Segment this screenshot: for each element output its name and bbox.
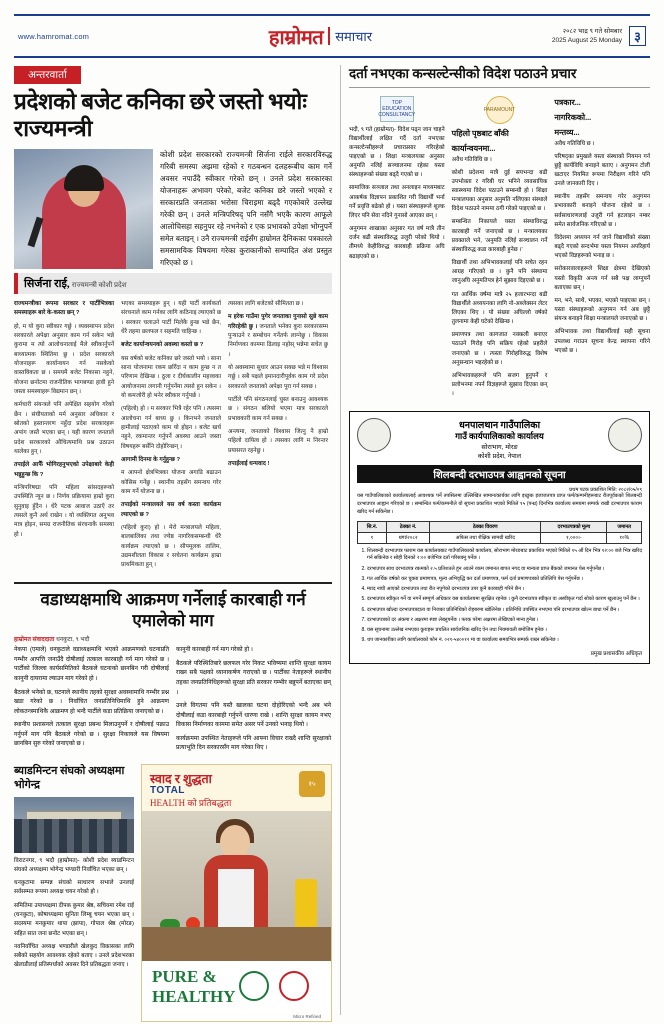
- paragraph: यो अवस्थामा सुधार आउन सक्छ भन्ने म विश्वास गर्छु । सबै पक्षले इमानदारीपूर्वक काम गरे प्रदेश सरकारले जनताको अपेक्षा पूरा गर्न सक्छ ।: [228, 365, 328, 390]
- paragraph: कानुनी कारबाही गर्न माग गरेको हो ।: [176, 647, 253, 654]
- paragraph: सम्बन्धित निकायले यस्ता संस्थाविरुद्ध कारबाही गर्ने जनाएको छ । मन्त्रालयका प्रवक्ताले भने, 'अनुमति नलिई सञ्चालन गर्ने संस्थाविरुद्ध कडा कारबाही हुनेछ ।': [451, 219, 548, 253]
- date-nepali: २०८२ भाद्र ९ गते सोमबार: [562, 27, 622, 35]
- paragraph: स्थानीय प्रशासनले तत्काल सुरक्षा प्रबन्ध मिलाउनुपर्ने र दोषीलाई पक्राउ गर्नुपर्ने माग पनि बैठकले गरेको छ । सुरक्षा निकायले यस विषयमा छानबिन सुरु गरेको जनाएको छ ।: [14, 722, 169, 748]
- interview-col-1: [14, 300, 114, 575]
- notice-term: 9. थप जानकारीका लागि कार्यालयको फोन नं. ०२१-५४००१२ मा वा कार्यालय समयभित्र सम्पर्क राख्न सकिनेछ ।: [367, 637, 642, 645]
- org-line-4: कोशी प्रदेश, नेपाल: [477, 453, 522, 461]
- notice-term: 8. यस सूचनामा उल्लेख नभएका कुराहरू प्रचलित सार्वजनिक खरिद ऐन तथा नियमावली बमोजिम हुनेछ ।: [367, 627, 642, 635]
- notice-term: 6. दरभाउपत्र खोल्दा दरभाउपत्रदाता वा निजका प्रतिनिधिको रोहबरमा खोलिनेछ । प्रतिनिधि उपस्थित नभएमा पनि दरभाउपत्र खोल्न बाधा पर्ने छैन ।: [367, 607, 642, 615]
- th-deposit: जमानत: [607, 521, 642, 532]
- divider-rule: [14, 582, 332, 584]
- date-english: 2025 August 25 Monday: [551, 37, 622, 44]
- org-line-3: सोराभाग, मोरङ: [481, 444, 518, 452]
- ad-header: [142, 765, 331, 811]
- interview-lead-text: कोशी प्रदेश सरकारको राज्यमन्त्री सिर्जना राईले सरकारविरुद्ध गरिबी समस्या अझमा रहेको र गठबन्धन दलहरूबीच काम गर्ने अवसर नपाउँदै स्वीकार गरेको छन् । उनले प्रदेश सरकारका योजनाहरू अभावग परेको, बजेट कनिका छरे जस्तो भएको र सरकारप्रति जनताका भरोसा चिराइमा बढ्दै गएकोबारे उल्लेख गरेकी छन् । उनले मन्त्रिपरिषद् पनि नसँगै भएकै कारण आफूले आलोचिसहा सहनुपर रहे नभनेको र एक प्रभावको उपेक्षा भोग्नुपर्ने समेत बताइन् । उनै राज्यमन्त्री राईसँग हाम्रोमत दैनिकका पत्रकारले समसामयिक विषयमा गरेका कुराकानीको सम्पादित अंश प्रस्तुत गरिएको छ ।: [160, 150, 332, 267]
- story3-headline[interactable]: ब्याडमिन्टन संघको अध्यक्षमा भोगेन्द्र: [14, 765, 125, 792]
- ad-photo: [142, 811, 331, 961]
- ad-title-nepali: स्वाद र शुद्धता: [150, 772, 212, 787]
- paragraph: अभिभावकहरूले पनि सजग हुनुपर्ने र प्रलोभनमा नपर्न विज्ञहरूले सुझाव दिएका छन् ।: [451, 372, 548, 398]
- paragraph: तपाईंले आफैँ भोगिरहनुभएको उपेक्षाबारे केही भन्नुहुन्छ कि ?: [14, 462, 114, 478]
- right-col-3-text: [554, 140, 650, 356]
- paragraph: गत आर्थिक वर्षमा मात्रै २५ हजारभन्दा बढी विद्यार्थीले अध्ययनका लागि नो-अब्जेक्सन लेटर लिएका थिए । यो संख्या अघिल्लो वर्षको तुलनामा केही घटेको देखिन्छ ।: [451, 291, 548, 326]
- td-description: अफिस तथा शैक्षिक सामग्री खरिद: [430, 532, 541, 543]
- paragraph: सामाजिक सञ्जाल तथा अनलाइन माध्यमबाट आकर्षक विज्ञापन प्रकाशित गरी विद्यार्थी भर्ना गर्ने प्रवृत्ति बढेको हो । यस्ता संस्थाहरूले शुल्क लिएर पनि सेवा नदिने गुनासो आएका छन् ।: [349, 185, 445, 219]
- subhead-citizen: नागरिकको...: [554, 112, 592, 122]
- paragraph: अभिभावक तथा विद्यार्थीलाई सही सूचना उपलब्ध गराउन सूचना केन्द्र स्थापना गरिने भएको छ ।: [554, 329, 651, 354]
- subhead-journalist: पत्रकार...: [554, 97, 581, 107]
- interview-col-3: [228, 300, 328, 575]
- th-description: ठेक्का विवरण: [430, 521, 541, 532]
- notice-intro: यस गाउँपालिकाको कार्यालयलाई आवश्यक पर्ने तपसिलमा उल्लिखित सामान/कार्यका लागि इच्छुक इजाजतपत्र प्राप्त फर्म/कम्पनीहरूबाट रीतपूर्वकको शिलबन्दी दरभाउपत्र आह्वान गरिएको छ । सम्बन्धित फर्म/कम्पनीले यो सूचना प्रकाशित भएको मितिले १५ (पन्ध्र) दिनभित्र कार्यालय समयमा सम्पर्क राखी दरभाउपत्र फाराम खरिद गर्न सकिनेछ ।: [357, 493, 642, 515]
- paragraph: तपाईंको मन्त्रालयले यस वर्ष कस्ता कार्यक्रम ल्याएको छ ?: [121, 502, 221, 518]
- ad-tagline-2: HEALTHY: [152, 987, 236, 1007]
- logo-main-text: हाम्रोमत: [268, 26, 324, 49]
- paragraph: कर्मचारी संयन्त्रले पनि अपेक्षित सहयोग गरेको छैन । संघीयताको मर्म अनुसार अधिकार र स्रोतको हस्तान्तरण नहुँदा प्रदेश सरकारहरू अपांग जस्तै भएका छन् । यही कारण जनताले प्रदेश सरकारको औचित्यमाथि प्रश्न उठाउन थालेका हुन् ।: [14, 402, 114, 456]
- paragraph: यस वर्षको बजेट कनिका छरे जस्तो भयो । साना साना योजनामा रकम छरिँदा न काम हुन्छ न त परिणाम देखिन्छ । ठूला र दीर्घकालीन महत्त्वका आयोजनामा लगानी गर्नुपर्नेमा त्यसो हुन सकेन । यो कमजोरी हो भनेर स्वीकार गर्नुपर्छ ।: [121, 355, 221, 400]
- caption-role: राज्यमन्त्री कोशी प्रदेश: [71, 281, 127, 290]
- org-line-2: गाउँ कार्यपालिकाको कार्यालय: [455, 431, 544, 442]
- notice-table: [357, 521, 642, 544]
- palika-logo-icon: [608, 418, 642, 452]
- paragraph: उनले विगतमा पनि यस्तै खालका घटना दोहोरिएको भन्दै अब भने दोषीलाई कडा कारबाही गर्नुपर्ने धारणा राखे । शान्ति सुरक्षा कायम नभए विकास निर्माणका काममा समेत असर पर्ने उनको भनाइ थियो ।: [176, 703, 331, 729]
- paragraph: मन, भने, साथै, भएका, भएको पाइएका छन् । यस्ता संस्थाहरूको अनुगमन गर्न अब छुट्टै संयन्त्र बनाइने शिक्षा मन्त्रालयले जनाएको छ ।: [554, 297, 651, 323]
- section-tag-interview: अन्तरवार्ता: [14, 66, 81, 84]
- paragraph: राज्यमन्त्रीका रूपमा सरकार र पार्टीभित्रका समस्याहरू बारे के-कस्ता छन् ?: [14, 301, 114, 317]
- notice-header: [357, 418, 642, 460]
- story2-headline[interactable]: वडाध्यक्षमाथि आक्रमण गर्नेलाई कारबाही गर्न एमालेको माग: [40, 589, 306, 630]
- paragraph: विदेशमा अध्ययन गर्न जाने विद्यार्थीको संख्या बढ्दै गएको सन्दर्भमा यस्ता नियमन अपरिहार्य भएको विज्ञहरूको भनाइ छ ।: [554, 234, 651, 260]
- paragraph: बैठकले भनेको छ, घटनाले स्थानीय तहको सुरक्षा अवस्थामाथि गम्भीर प्रश्न खडा गरेको छ । निर्वाचित जनप्रतिनिधिमाथि हुने आक्रमण लोकतन्त्रमाथिकै आक्रमण हो भन्दै पार्टीले कडा प्रतिक्रिया जनाएको छ ।: [14, 689, 169, 715]
- paragraph: सरोकारवालाहरूले शिक्षा क्षेत्रमा देखिएको यस्तो विकृति अन्त्य गर्न सबै पक्ष लाग्नुपर्ने बताएका छन् ।: [554, 266, 651, 291]
- public-notice: [349, 411, 650, 664]
- subhead-first: पहिलो पृष्ठबाट बाँकी: [451, 128, 509, 138]
- interview-headline[interactable]: प्रदेशको बजेट कनिका छरे जस्तो भयोः राज्यमन्त्री: [14, 89, 307, 141]
- page-number: ३: [629, 26, 646, 46]
- paragraph: कोशी प्रदेशमा मात्रै दुई सयभन्दा बढी उपभोक्ता र गरिबी घर भनिने व्यवसायिक स्वास्थ्यमा विदेश पठाउने सम्बन्धी हो । शिक्षा मन्त्रालयका अनुसार अनुमति नलिएका संस्थाले विदेश पठाउने नाममा ठगी गरेको पाइएको छ ।: [451, 169, 548, 213]
- ad-badge: १५: [299, 771, 325, 797]
- paragraph: म हरेक गाउँमा पुगेर जनताका गुनासो सुन्ने काम गरिरहेकी छु । जनताले भनेका कुरा सरकारसम्म पुर्‍याउने र सम्बोधन गर्नेतर्फ लाग्नेछु । विकास निर्माणका काममा ढिलाइ नहोस् भन्नेमा सचेत छु ।: [228, 314, 328, 358]
- td-deposit: १०%: [607, 532, 642, 543]
- consultancy-logos-2: [452, 96, 548, 124]
- th-price: दरभाउपत्रको मूल्य: [541, 521, 607, 532]
- td-contract-no: धगा/२०८२: [386, 532, 430, 543]
- notice-org: [391, 418, 608, 460]
- story3-photo: [14, 797, 134, 853]
- logo-sub-text: समाचार: [335, 29, 373, 44]
- issue-dates: [552, 27, 622, 46]
- paragraph: धनकुटामा सम्पन्न संघको साधारण सभाले उनलाई सर्वसम्मत रूपमा अध्यक्ष चयन गरेको हो ।: [14, 880, 134, 896]
- ad-brand: TOTAL: [150, 785, 185, 797]
- story3-text: [14, 857, 134, 971]
- notice-term: 1. शिलबन्दी दरभाउपत्र फाराम यस कार्यालयबाट गाउँपालिकाको कार्यालय, सोराभाग मोरङबाट प्रकाशित भएको मितिले १५ औं दिन भित्र १२:०० बजे भित्र खरिद गर्न सकिनेछ र सोही दिनको २:०० बजेभित्र दर्ता गरिसक्नु पर्नेछ ।: [367, 548, 642, 564]
- paragraph: हो, म यो कुरा स्वीकार गर्छु । व्यवस्थापन प्रदेश सरकारले अपेक्षा अनुसार काम गर्न सकेन भन्ने कुरामा म त्यो आलोचनालाई मैले स्वीकार्नुपर्ने बाध्यात्मक स्थितिमा छु । प्रदेश सरकारले योजनाहरू कार्यान्वयन गर्न नसकेको वास्तविकता छ । समयमै बजेट निकासा नहुने, योजना छनोटमा राजनीतिक भागबण्डा हावी हुने जस्ता समस्याहरू विद्यमान छन् ।: [14, 323, 114, 396]
- bottom-row: [14, 764, 332, 1022]
- paragraph: भदौ, ९ गते (हाम्रोमत)- विदेश पढ्न जान चाहने विद्यार्थीलाई लक्षित गर्दै दर्ता नभएका कन्सल्टेन्सीहरूले प्रचारप्रसार गरिरहेको पाइएको छ । शिक्षा मन्त्रालयका अनुसार अनुमति नलिई सञ्चालनमा रहेका यस्ता संस्थाहरूको संख्या बढ्दै गएको छ ।: [349, 126, 445, 179]
- paragraph: प्रमाणपत्र तथा कागजात नक्कली बनाएर पठाउने गिरोह पनि सक्रिय रहेको प्रहरीले जनाएको छ । त्यस्ता गिरोहविरुद्ध विशेष अनुसन्धान भइरहेको छ ।: [451, 332, 548, 366]
- paragraph: अवैध गतिविधि छ ।: [451, 156, 492, 163]
- org-line-1: धनपालथान गाउँपालिका: [458, 421, 541, 432]
- paragraph: बैठकले परिस्थितिबारे छलफल गरेर निकट भविष्यमा शान्ति सुरक्षा कायम राख्न सबै पक्षको ध्यानाकर्षण गराएको छ । पार्टीका नेताहरूले स्थानीय तहका जनप्रतिनिधिहरूको सुरक्षा प्रति सरकार गम्भीर बन्नुपर्ने बताएका छन् ।: [176, 660, 331, 696]
- ad-model-head: [220, 825, 250, 859]
- notice-term: 2. दरभाउपत्र साथ दरभाउपत्र रकमको २.५ प्रतिशतले हुन आउने रकम जमानत बापत नगद वा मान्यता प्राप्त बैंकको जमानत पेस गर्नुपर्नेछ ।: [367, 566, 642, 574]
- ad-tagline-1: PURE &: [152, 967, 217, 987]
- story2-byline: [14, 635, 332, 643]
- right-story-body: [349, 93, 650, 404]
- paragraph: विद्यार्थी तथा अभिभावकलाई पनि सचेत रहन आग्रह गरिएको छ । कुनै पनि संस्थामा जानुअघि अनुमतिपत्र हेर्न सुझाव दिइएको छ ।: [451, 260, 548, 285]
- th-sn: सि.नं.: [358, 521, 387, 532]
- caption-name: सिर्जना राई,: [24, 278, 70, 291]
- advertisement-total-health[interactable]: [141, 764, 332, 1022]
- paragraph: आगामी दिनमा के गर्नुहुन्छ ?: [121, 457, 181, 464]
- masthead-right: [552, 26, 646, 46]
- page-grid: [14, 65, 651, 1020]
- notice-signature: प्रमुख प्रशासकीय अधिकृत: [590, 651, 642, 658]
- oil-bottle-icon: [295, 879, 317, 933]
- paragraph: (पहिलो) हो । म सरकार भित्रै रहेर पनि । त्यसमा आलोचना गर्न बाध्य छु । किनभने जनताले हामीलाई पठाएको काम यो होइन । बजेट खर्च नहुने, रकमान्तर गर्नुपर्ने अवस्था आउने जस्ता विषयहरू बर्सेनि दोहोरिन्छन् ।: [121, 406, 221, 450]
- paragraph: नवनिर्वाचित अध्यक्ष भण्डारीले खेलकुद विकासका लागि सबैको सहयोग आवश्यक रहेको बताए । उनले प्रदेशभरका खेलाडीलाई प्रतिस्पर्धाको अवसर दिने प्रतिबद्धता जनाए ।: [14, 943, 134, 969]
- paragraph: अवैध गतिविधि छ ।: [554, 140, 595, 147]
- interview-lead-row: [14, 149, 332, 269]
- paragraph: भएका समस्याहरू हुन् । यही पार्टी कार्यकर्ता संरचनाले काम गर्नका लागि कठिनाइ ल्याएको छ । सरकार चलाउने पार्टी मिलेकै हुन्छ भन्ने छैन, धेरै तहमा छलफल र सहमति चाहिन्छ ।: [121, 301, 221, 336]
- notice-terms-list: [367, 548, 642, 646]
- notice-term: 3. गत आर्थिक वर्षको कर चुक्ता प्रमाणपत्र, मूल्य अभिवृद्धि कर दर्ता प्रमाणपत्र, फर्म दर्ता प्रमाणपत्रको प्रतिलिपि पेस गर्नुपर्नेछ ।: [367, 576, 642, 584]
- paragraph: त्यसका लागि बजेटको सीमितता छ ।: [228, 301, 304, 308]
- paragraph: म आफ्नो क्षेत्रभित्रका योजना अगाडि बढाउन कोसिस गर्नेछु । स्थानीय तहसँग समन्वय गरेर काम गर्ने योजना छ ।: [121, 470, 221, 495]
- interview-photo: [14, 149, 153, 269]
- subhead-implementation: कार्यान्वयनमा...: [451, 143, 496, 153]
- photo-group: [14, 819, 134, 853]
- photo-hair: [64, 165, 104, 191]
- paragraph: पार्टीले पनि संगठनलाई चुस्त बनाउनु आवश्यक छ । संगठन बलियो भएमा मात्र सरकारले प्रभावकारी काम गर्न सक्छ ।: [228, 397, 328, 422]
- interview-body: [14, 300, 332, 575]
- interview-caption: [14, 273, 332, 294]
- paragraph: बजेट कार्यान्वयनको अवस्था कस्तो छ ?: [121, 342, 204, 349]
- notice-term: 7. दरभाउपत्रको दर अंकमा र अक्षरमा स्पष्ट लेख्नुपर्नेछ । फरक परेमा अक्षरमा लेखिएको मान्य हुनेछ ।: [367, 617, 642, 625]
- notice-publish-date: प्रथम पटक प्रकाशित मिति: २०८२/०५/०९: [569, 487, 642, 494]
- paragraph: अन्त्यमा, जनताको विश्वास जित्नु नै हाम्रो पहिलो दायित्व हो । त्यसका लागि म निरन्तर प्रयासरत रहनेछु ।: [228, 429, 328, 454]
- notice-term: 4. म्याद नाघी आएको दरभाउपत्र तथा रीत नपुगेको दरभाउपत्र उपर कुनै कारबाही गरिने छैन ।: [367, 586, 642, 594]
- paragraph: नेकपा (एमाले) धनकुटाले वडाध्यक्षमाथि भएको आक्रमणको घटनाप्रति गम्भीर आपत्ति जनाउँदै दोषीलाई तत्काल कारबाही गर्न माग गरेको छ । पार्टीको जिल्ला कार्यसमितिको बैठकले घटनाको छानबिन गरी दोषीलाई कानुनी दायरामा ल्याउन माग गरेको हो ।: [14, 647, 169, 682]
- paragraph: स्थानीय तहसँग समन्वय गरेर अनुगमन प्रभावकारी बनाइने योजना रहेको छ । सर्वसाधारणलाई उजुरी गर्न हटलाइन नम्बर समेत सार्वजनिक गरिएको छ ।: [554, 194, 651, 228]
- right-col-1-text: [349, 126, 445, 262]
- ad-seal-caption: Micro Refined: [293, 1014, 321, 1020]
- ad-counter: [142, 927, 331, 961]
- paragraph: विराटनगर, ९ भदौ (हाम्रोमत)- कोशी प्रदेश ब्याडमिन्टन संघको अध्यक्षमा भोगेन्द्र भण्डारी निर्वाचित भएका छन् ।: [14, 857, 134, 873]
- paragraph: परिषद्का प्रमुखले यस्ता संस्थाको नियमन गर्न छुट्टै कार्यविधि बनाइने बताए । अनुगमन टोली खटाएर नियमित रूपमा निरीक्षण गरिने पनि उनले जानकारी दिए ।: [554, 153, 651, 188]
- td-price: १,०००।-: [541, 532, 607, 543]
- consultancy-logos: [349, 96, 445, 122]
- newspaper-logo: [269, 23, 372, 50]
- right-col-2-text: [452, 156, 548, 400]
- td-sn: १: [358, 532, 387, 543]
- th-contract-no: ठेक्का नं.: [386, 521, 430, 532]
- logo-top-education: TOP EDUCATION CONSULTANCY: [380, 96, 414, 122]
- masthead: [14, 14, 650, 58]
- paragraph: (पहिलो कुरा) हो । मेरो मन्त्रालयले महिला, बालबालिका तथा ज्येष्ठ नागरिकसम्बन्धी धेरै कार्यक्रम ल्याएको छ । सीपमूलक तालिम, उद्यमशीलता विकास र सचेतना कार्यक्रम हाम्रा प्राथमिकता हुन् ।: [121, 524, 221, 569]
- notice-term: 5. दरभाउपत्र स्वीकृत गर्ने वा नगर्ने सम्पूर्ण अधिकार यस कार्यालयमा सुरक्षित रहनेछ । कुनै दरभाउपत्र स्वीकृत वा अस्वीकृत गर्दा सोको कारण खुलाउनु पर्ने छैन ।: [367, 596, 642, 604]
- right-col-2: [452, 93, 548, 404]
- paragraph: अनुगमन शाखाका अनुसार गत वर्ष मात्रै तीन दर्जन बढी संस्थाविरुद्ध उजुरी परेको थियो । तीमध्ये केहीविरुद्ध कारबाही प्रक्रिया अघि बढाइएको छ ।: [349, 226, 445, 260]
- table-header-row: [358, 521, 642, 532]
- byline-place: धनकुटा, ९ भदौ: [56, 637, 90, 644]
- right-story-headline[interactable]: दर्ता नभएका कन्सल्टेन्सीको विदेश पठाउने प्रचार: [349, 65, 650, 88]
- ad-brand-sub: HEALTH को प्रतिबद्धता: [150, 798, 232, 809]
- quality-seal-icon: [239, 971, 269, 1001]
- byline-name: हाम्रोमत संवाददाता: [14, 637, 55, 644]
- interview-col-2: [121, 300, 221, 575]
- right-col-1: [349, 93, 445, 404]
- subhead-opinion: मन्तव्य...: [554, 127, 580, 137]
- left-column: [14, 65, 332, 1020]
- story2-body: [14, 646, 332, 758]
- logo-divider: [328, 27, 330, 45]
- ad-model-apron: [218, 869, 254, 935]
- government-emblem-icon: [357, 418, 391, 452]
- paragraph: मन्त्रिपरिषद्मा पनि महिला सांसदहरूको उपस्थिति न्यून छ । निर्णय प्रक्रियामा हाम्रो कुरा सुनुवाइ हुँदैन । धेरै पटक आवाज उठाएँ तर त्यसले कुनै अर्थ राखेन । यो व्यक्तिगत अनुभव मात्र होइन, समग्र राजनीतिक संरचनाकै समस्या हो ।: [14, 485, 114, 538]
- paragraph: कार्यक्रममा उपस्थित नेताहरूले पनि आफ्ना विचार राख्दै शान्ति सुरक्षाको प्रत्याभूति दिन सरकारसँग माग गरेका थिए ।: [176, 735, 331, 752]
- table-row: [358, 532, 642, 543]
- story2-col-2: [176, 646, 331, 758]
- paragraph: समितिमा उपाध्यक्षमा दीपक कुमार श्रेष्ठ, सचिवमा रमेश राई (धनकुटा), कोषाध्यक्षमा सुनिता लिम्बू चयन भएका छन् । सदस्यमा मनकुमार थापा (झापा), गोपाल श्रेष्ठ (मोरङ) सहित सात जना छनोट भएका छन् ।: [14, 902, 134, 937]
- paragraph: तपाईंलाई धन्यवाद !: [228, 461, 270, 468]
- website-url[interactable]: www.hamromat.com: [18, 31, 90, 41]
- story2-col-1: [14, 646, 169, 758]
- right-col-3: [554, 93, 650, 404]
- heart-seal-icon: [279, 971, 309, 1001]
- notice-banner-title: शिलबन्दी दरभाउपत्र आह्वानको सूचना: [357, 465, 642, 483]
- right-column: [340, 65, 650, 1015]
- story3-block: [14, 764, 134, 1022]
- ad-footer: [142, 961, 331, 1021]
- logo-paramount: PARAMOUNT: [486, 96, 514, 124]
